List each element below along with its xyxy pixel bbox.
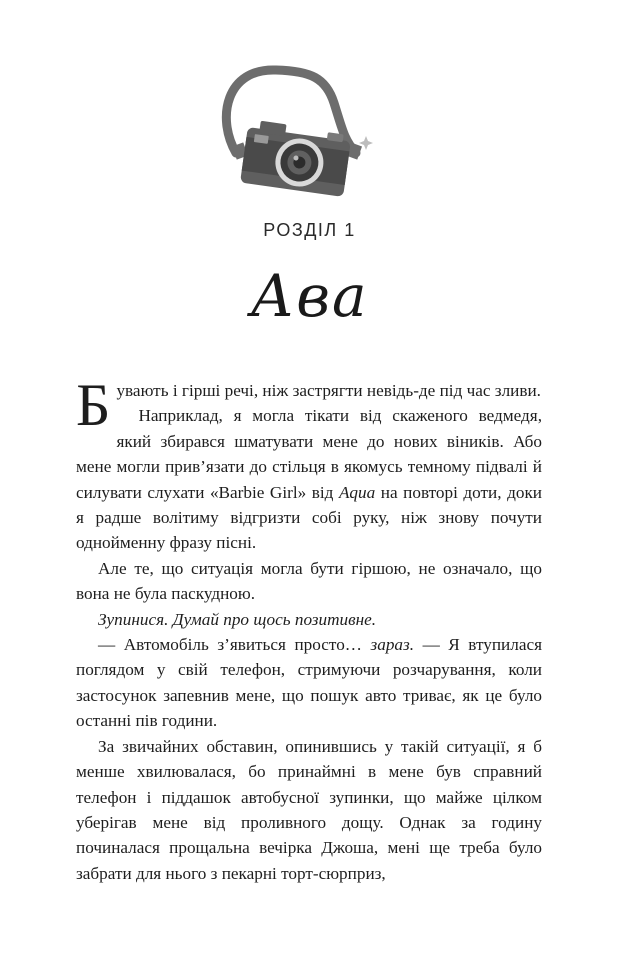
drop-cap: Б <box>76 372 111 438</box>
camera-icon <box>216 58 376 198</box>
paragraph: За звичайних обставин, опинившись у такій ситуації, я б менше хвилювалася, бо принаймні в мене був справний телефон і піддашок автобусної зупинки, що майже цілком уберігав мене від проливного дощу. Однак за годину починалася прощальна вечірка Джоша, мені ще треба було забрати для нього з пекарні торт-сюрприз, <box>76 736 542 883</box>
paragraph: Але те, що ситуація могла бути гіршою, не означало, що вона не була паскудною. <box>76 558 542 604</box>
chapter-title: Ава <box>250 262 369 330</box>
paragraph-thought: Зупинися. Думай про щось позитивне. <box>98 609 377 629</box>
paragraph <box>76 372 542 438</box>
emphasis: зараз. <box>370 635 415 655</box>
paragraph-text: на повторі доти, доки я радше волітиму відгризти собі руку, ніж знову почути однойменну фразу пісні. <box>76 482 542 553</box>
paragraph-text: — Я втупилася поглядом у свій телефон, стримуючи розчарування, коли застосунок запевнив мене, що пошук авто триває, як це було останні пів години. <box>76 635 542 731</box>
paragraph-text: увають і гірші речі, ніж застрягти невідь-де під час зливи. <box>116 381 541 400</box>
band-name: Aqua <box>338 482 376 502</box>
chapter-label: РОЗДІЛ 1 <box>263 220 356 240</box>
chapter-body <box>76 372 542 886</box>
paragraph <box>76 403 542 555</box>
paragraph <box>76 632 542 734</box>
paragraph-text: Наприклад, я могла тікати від скаженого ведмедя, який збирався шматувати мене до нових віників. Або мене могли прив’язати до стільця в якомусь темному підвалі й силувати слухати «Barbie Girl» від <box>76 406 542 502</box>
paragraph-text: — Автомобіль з’явиться просто… <box>98 635 371 655</box>
